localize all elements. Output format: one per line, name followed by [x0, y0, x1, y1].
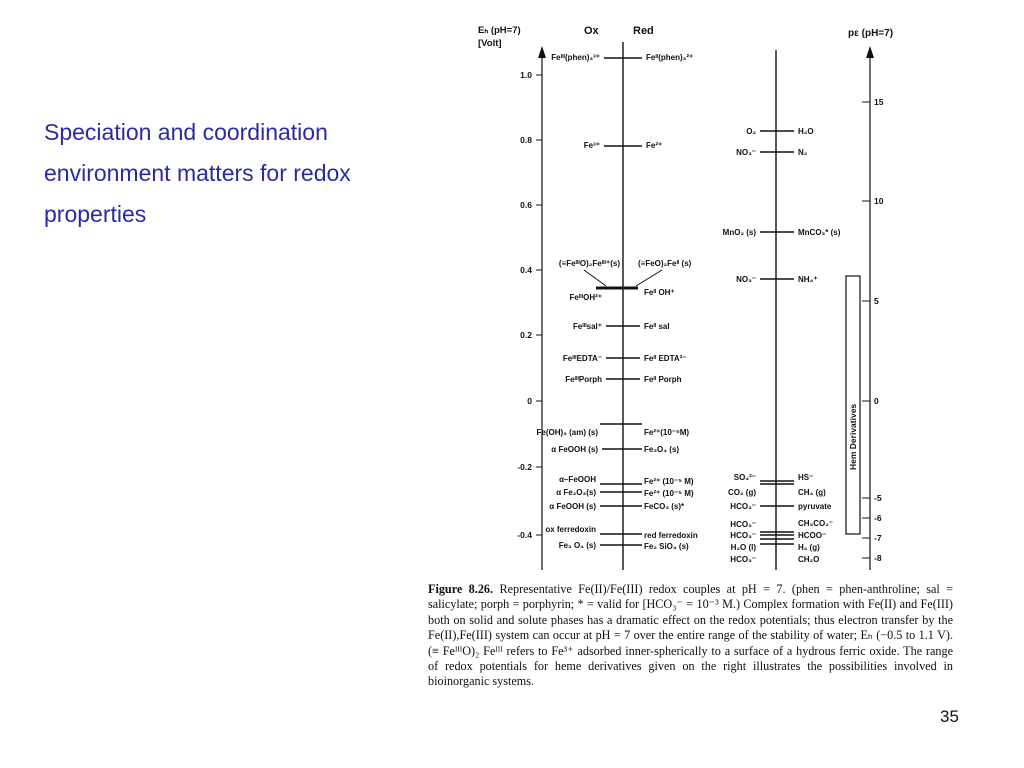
right-tick-label: 0 — [874, 396, 879, 406]
couple-red-label: N₂ — [798, 148, 808, 157]
couple-red-label: MnCO₃* (s) — [798, 228, 841, 237]
couple-ox-label: α FeOOH (s) — [551, 445, 598, 454]
right-tick-group — [862, 97, 884, 563]
couple-ox-label: HCO₃⁻ — [730, 555, 756, 564]
couple-red-label: Fe₃O₄ (s) — [644, 445, 680, 454]
couple-ox-label: FeᴵᴵᴵOH²⁺ — [569, 293, 602, 302]
couple-red-label: Feᴵᴵ OH⁺ — [644, 288, 675, 297]
couple-red-label: Feᴵᴵ Porph — [644, 375, 682, 384]
couple-red-label: FeCO₃ (s)* — [644, 502, 685, 511]
right-tick-label: -6 — [874, 513, 882, 523]
right-tick-label: -8 — [874, 553, 882, 563]
couple-red-label: Feᴵᴵ sal — [644, 322, 670, 331]
left-tick-label: 1.0 — [520, 70, 532, 80]
couple-ox-label: α–FeOOH — [559, 475, 596, 484]
couple-ox-label: Feᴵᴵᴵ(phen)₃³⁺ — [551, 53, 600, 62]
couple-red-label: H₂O — [798, 127, 814, 136]
red-header: Red — [633, 25, 654, 37]
couple-ox-label: (≡FeᴵᴵᴵO)₂Feᴵᴵᴵ⁺(s) — [558, 259, 620, 268]
right-axis-title: pε (pH=7) — [848, 28, 894, 39]
couple-ox-label: O₂ — [746, 127, 756, 136]
couple-red-label: CH₄ (g) — [798, 488, 826, 497]
slide-title — [44, 112, 444, 235]
couple-red-label: Fe²⁺ — [646, 141, 663, 150]
left-axis-arrow — [538, 46, 546, 58]
left-axis-unit: [Volt] — [478, 38, 502, 49]
couple-red-label: red ferredoxin — [644, 531, 698, 540]
page-number: 35 — [940, 707, 959, 726]
couple-ox-label: HCO₃⁻ — [730, 531, 756, 540]
couple-ox-label: Fe³⁺ — [583, 141, 600, 150]
redox-diagram — [470, 18, 910, 578]
couple-red-label: Fe²⁺ (10⁻⁵ M) — [644, 477, 694, 486]
figure-caption — [428, 582, 953, 690]
caption-label: Figure 8.26. — [428, 582, 494, 596]
left-tick-group — [517, 70, 542, 540]
couple-ox-label: FeᴵᴵᴵPorph — [565, 375, 602, 384]
couple-ox-label: α FeOOH (s) — [549, 502, 596, 511]
right-tick-label: 5 — [874, 296, 879, 306]
left-tick-label: 0.4 — [520, 265, 532, 275]
couple-ox-label: SO₄²⁻ — [733, 473, 756, 482]
couple-ox-label: NO₃⁻ — [736, 148, 756, 157]
title-line-2: environment matters for redox — [44, 160, 351, 186]
couple-ox-label: H₂O (l) — [730, 543, 756, 552]
ox-header: Ox — [584, 25, 599, 37]
other-couple-labels — [723, 127, 841, 564]
leader-line — [584, 270, 606, 286]
couple-ox-label: Fe(OH)₃ (am) (s) — [536, 428, 598, 437]
couple-ox-label: CO₂ (g) — [728, 488, 756, 497]
couple-ox-label: Fe₃ O₄ (s) — [558, 541, 596, 550]
title-line-1: Speciation and coordination — [44, 119, 328, 145]
leader-line — [636, 270, 662, 286]
left-tick-label: -0.2 — [517, 462, 532, 472]
couple-ox-label: ox ferredoxin — [545, 525, 596, 534]
couple-red-label: CH₂O — [798, 555, 820, 564]
couple-ox-label: FeᴵᴵᴵEDTA⁻ — [562, 354, 602, 363]
right-tick-label: 15 — [874, 97, 884, 107]
couple-ox-label: Feᴵᴵᴵsal⁺ — [572, 322, 602, 331]
couple-ox-label: HCO₃⁻ — [730, 502, 756, 511]
left-tick-label: 0.6 — [520, 200, 532, 210]
left-tick-label: 0.2 — [520, 330, 532, 340]
couple-red-label: HCOO⁻ — [798, 531, 827, 540]
couple-red-label: Feᴵᴵ(phen)₃²⁺ — [646, 53, 694, 62]
couple-red-label: H₂ (g) — [798, 543, 820, 552]
couple-ox-label: MnO₂ (s) — [722, 228, 756, 237]
left-axis-title: Eₕ (pH=7) — [478, 25, 521, 36]
couple-red-label: Feᴵᴵ EDTA²⁻ — [644, 354, 687, 363]
couple-ox-label: α Fe₂O₃(s) — [556, 488, 596, 497]
right-tick-label: -7 — [874, 533, 882, 543]
couple-ox-label: HCO₃⁻ — [730, 520, 756, 529]
heme-label: Hem Derivatives — [848, 403, 858, 470]
couple-ox-label: NO₃⁻ — [736, 275, 756, 284]
caption-text: Representative Fe(II)/Fe(III) redox couples at pH = 7. (phen = phen-anthroline; sal = salicylate; porph = porphyrin; * = valid for [HCO₃⁻ = 10⁻³ M.) Complex formation with Fe(II) and Fe(III) both on solid and solute phases has a dramatic effect on the redox potentials; thus electron transfer by the Fe(II),Fe(III) system can occur at pH = 7 over the entire range of the stability of water; Eₕ (−0.5 to 1.1 V). (≡ FeᴵᴵᴵO)₂ Feᴵᴵᴵ refers to Fe³⁺ adsorbed inner-spherically to a surface of a hydrous ferric oxide. The range of redox potentials for heme derivatives given on the right illustrates the possibilities involved in bioinorganic systems. — [428, 582, 954, 689]
left-tick-label: 0 — [527, 396, 532, 406]
couple-red-label: Fe²⁺(10⁻⁵M) — [644, 428, 690, 437]
couple-red-label: HS⁻ — [798, 473, 814, 482]
right-axis-arrow — [866, 46, 874, 58]
left-tick-label: 0.8 — [520, 135, 532, 145]
right-tick-label: -5 — [874, 493, 882, 503]
couple-red-label: pyruvate — [798, 502, 832, 511]
iron-couple-labels — [537, 53, 698, 551]
couple-red-label: NH₄⁺ — [798, 275, 818, 284]
right-tick-label: 10 — [874, 196, 884, 206]
couple-red-label: Fe²⁺ (10⁻⁵ M) — [644, 489, 694, 498]
title-line-3: properties — [44, 201, 147, 227]
other-couple-bars — [760, 131, 794, 544]
couple-red-label: Fe₂ SiO₄ (s) — [644, 542, 689, 551]
couple-red-label: CH₃CO₂⁻ — [798, 519, 834, 528]
left-tick-label: -0.4 — [517, 530, 532, 540]
couple-red-label: (≡FeO)₂Feᴵᴵ (s) — [638, 259, 692, 268]
